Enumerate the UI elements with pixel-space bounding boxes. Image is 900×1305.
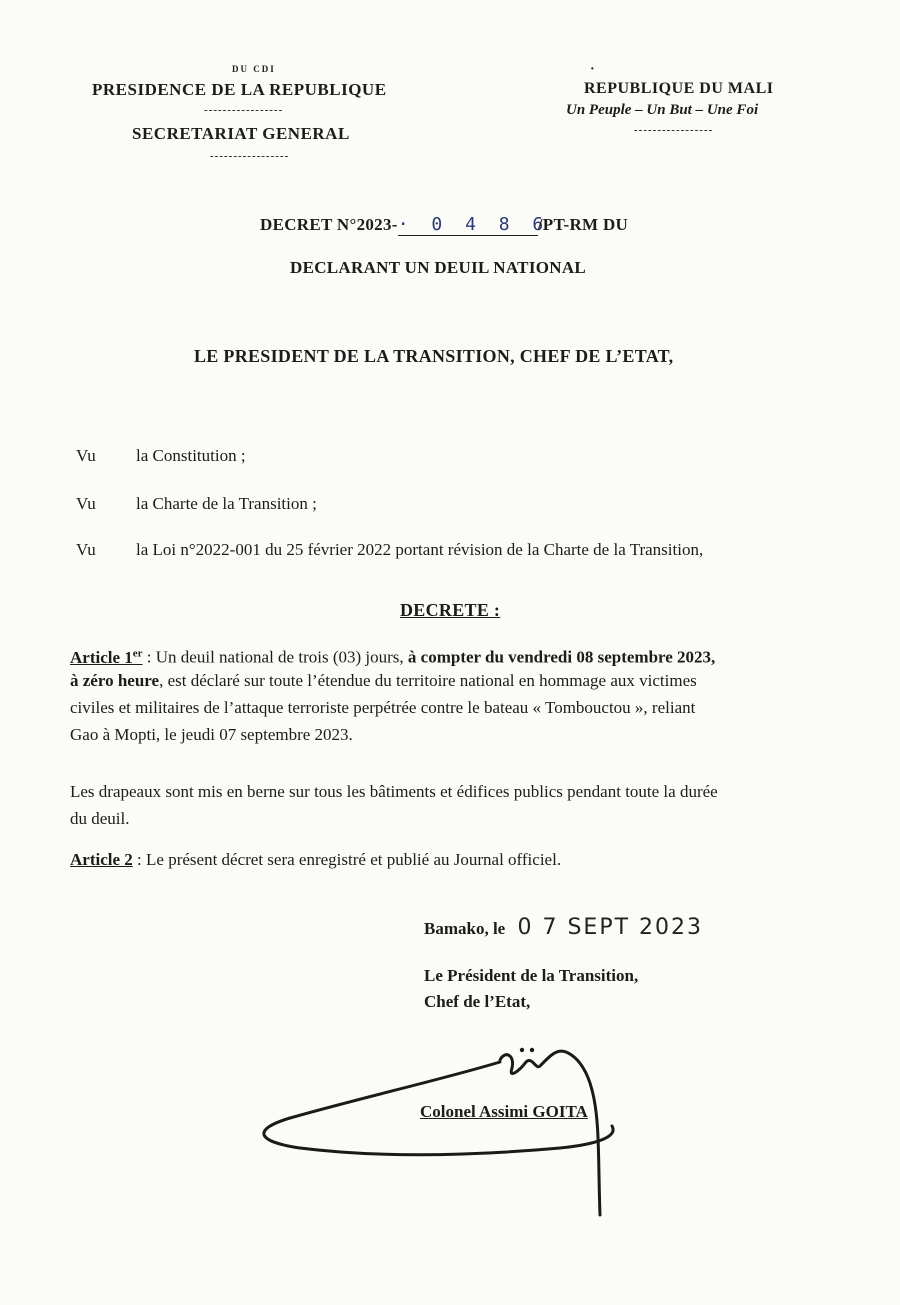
- article-1-line-1: Article 1er : Un deuil national de trois (03) jours, à compter du vendredi 08 septembre 2023,: [70, 647, 716, 667]
- header-small-mark: DU CDI: [232, 64, 276, 74]
- signatory-title-1: Le Président de la Transition,: [424, 966, 639, 985]
- decree-number-prefix: DECRET N°2023-: [260, 215, 398, 234]
- consideration-text: la Constitution ;: [136, 446, 246, 465]
- header-right-divider: -----------------: [634, 124, 714, 136]
- decree-subject: DECLARANT UN DEUIL NATIONAL: [290, 258, 587, 277]
- header-right-dot: ·: [590, 62, 595, 77]
- authority-heading: LE PRESIDENT DE LA TRANSITION, CHEF DE L’ETAT,: [194, 346, 674, 366]
- article-1-text-a: Un deuil national de trois (03) jours,: [155, 647, 408, 667]
- department-name: SECRETARIAT GENERAL: [132, 124, 350, 143]
- flags-paragraph-line-2: du deuil.: [70, 809, 130, 828]
- date-stamp: 0 7 SEPT 2023: [517, 915, 704, 940]
- article-2-text: Le présent décret sera enregistré et publié au Journal officiel.: [146, 850, 562, 869]
- institution-name: PRESIDENCE DE LA REPUBLIQUE: [92, 80, 387, 99]
- header-left-divider-2: -----------------: [210, 150, 290, 162]
- consideration-text: la Charte de la Transition ;: [136, 494, 317, 513]
- decrete-heading: DECRETE :: [400, 600, 501, 620]
- place-label: Bamako, le: [424, 919, 506, 938]
- consideration-label: Vu: [76, 494, 96, 513]
- article-1-label: Article 1er: [70, 647, 143, 667]
- decree-number-suffix: /PT-RM DU: [537, 215, 629, 234]
- national-motto: Un Peuple – Un But – Une Foi: [566, 102, 759, 118]
- country-name: REPUBLIQUE DU MALI: [584, 80, 774, 97]
- article-1-line-4: Gao à Mopti, le jeudi 07 septembre 2023.: [70, 725, 353, 744]
- flags-paragraph-line-1: Les drapeaux sont mis en berne sur tous les bâtiments et édifices publics pendant toute la durée: [70, 782, 718, 801]
- signatory-name: Colonel Assimi GOITA: [420, 1102, 588, 1121]
- article-1-bold-date: à compter du vendredi 08 septembre 2023,: [407, 647, 716, 667]
- consideration-label: Vu: [76, 446, 96, 465]
- article-2-label: Article 2: [70, 850, 133, 869]
- article-2: Article 2 : Le présent décret sera enregistré et publié au Journal officiel.: [70, 850, 562, 869]
- consideration-label: Vu: [76, 540, 96, 559]
- article-1-line-2: à zéro heure, est déclaré sur toute l’étendue du territoire national en hommage aux victimes: [70, 671, 697, 690]
- signatory-title-2: Chef de l’Etat,: [424, 992, 531, 1011]
- consideration-text: la Loi n°2022-001 du 25 février 2022 portant révision de la Charte de la Transition,: [136, 540, 704, 559]
- article-1-bold-hour: à zéro heure: [70, 671, 160, 690]
- decree-number-stamp: · 0 4 8 6: [397, 214, 550, 235]
- article-1-line-3: civiles et militaires de l’attaque terroriste perpétrée contre le bateau « Tombouctou », reliant: [70, 698, 696, 717]
- header-left-divider: -----------------: [204, 104, 284, 116]
